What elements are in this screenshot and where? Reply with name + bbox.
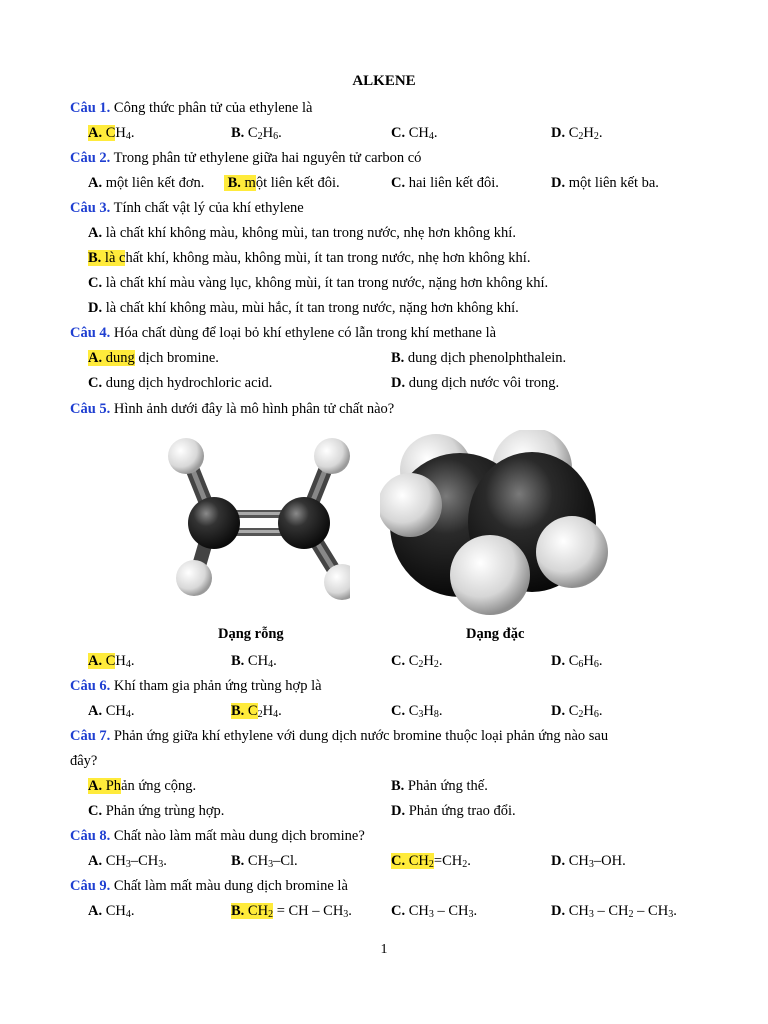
question-text: Chất nào làm mất màu dung dịch bromine? <box>113 828 365 844</box>
ethylene-space-filling-model <box>380 430 610 620</box>
question-2 <box>70 148 421 168</box>
question-text: Hóa chất dùng để loại bỏ khí ethylene có lẫn trong khí methane là <box>113 325 497 341</box>
question-text: Khí tham gia phản ứng trùng hợp là <box>113 678 322 694</box>
q2-option-c: C. hai liên kết đôi. <box>391 175 499 191</box>
question-6 <box>70 676 322 696</box>
question-text: Hình ảnh dưới đây là mô hình phân tử chất nào? <box>113 401 395 417</box>
q8-option-b: B. $CH_3-Cl$. <box>231 853 298 870</box>
question-number: Câu 6. <box>70 678 111 694</box>
question-1 <box>70 98 312 118</box>
q6-option-a: A. $CH_4$. <box>88 703 135 720</box>
question-number: Câu 1. <box>70 100 111 116</box>
q4-option-d: D. dung dịch nước vôi trong. <box>391 375 560 391</box>
q5-option-d: D. $C_6H_6$. <box>551 653 603 670</box>
q7-option-c: C. Phản ứng trùng hợp. <box>88 803 225 819</box>
question-8 <box>70 826 365 846</box>
q7-option-a: A. Phản ứng cộng. <box>88 778 197 794</box>
q6-option-c: C. $C_3H_8$. <box>391 703 443 720</box>
q1-option-b: B. $C_2H_6$. <box>231 125 282 142</box>
question-number: Câu 7. <box>70 728 111 744</box>
q4-option-a: A. dung dịch bromine. <box>88 350 219 366</box>
q9-option-a: A. $CH_4$. <box>88 903 135 920</box>
question-text: Chất làm mất màu dung dịch bromine là <box>113 878 348 894</box>
q6-option-d: D. $C_2H_6$. <box>551 703 603 720</box>
page-number: 1 <box>380 942 388 957</box>
q5-option-a: A. $CH_4$. <box>88 653 135 670</box>
q5-option-c: C. $C_2H_2$. <box>391 653 443 670</box>
q9-option-c: C. $CH_3 - CH_3$. <box>391 903 478 920</box>
q4-option-b: B. dung dịch phenolphthalein. <box>391 350 567 366</box>
q7-option-b: B. Phản ứng thế. <box>391 778 488 794</box>
q4-option-c: C. dung dịch hydrochloric acid. <box>88 375 273 391</box>
question-3 <box>70 198 304 218</box>
q9-option-d: D. $CH_3 - CH_2 - CH_3$. <box>551 903 677 920</box>
q8-option-a: A. $CH_3-CH_3$. <box>88 853 167 870</box>
question-number: Câu 2. <box>70 150 111 166</box>
q1-option-d: D. $C_2H_2$. <box>551 125 603 142</box>
question-number: Câu 9. <box>70 878 111 894</box>
q1-option-a: A. $CH_4$. <box>88 125 135 142</box>
caption-solid-model: Dạng đặc <box>466 626 525 642</box>
question-number: Câu 4. <box>70 325 111 341</box>
q3-option-b: B. là chất khí, không màu, không mùi, ít tan trong nước, nhẹ hơn không khí. <box>88 250 531 266</box>
question-7-continued: đây? <box>70 753 98 769</box>
page-title: ALKENE <box>352 73 416 89</box>
q9-option-b: B. $CH_2$ = CH – $CH_3$. <box>231 903 352 920</box>
question-5 <box>70 399 394 419</box>
q3-option-a: A. là chất khí không màu, không mùi, tan trong nước, nhẹ hơn không khí. <box>88 225 516 241</box>
q7-option-d: D. Phản ứng trao đổi. <box>391 803 516 819</box>
q6-option-b: B. $C_2H_4$. <box>231 703 282 720</box>
question-text: Công thức phân tử của ethylene là <box>113 100 313 116</box>
question-number: Câu 3. <box>70 200 111 216</box>
q1-option-c: C. $CH_4$. <box>391 125 438 142</box>
q8-option-d: D. $CH_3-OH$. <box>551 853 626 870</box>
q2-option-d: D. một liên kết ba. <box>551 175 659 191</box>
question-number: Câu 5. <box>70 401 111 417</box>
q2-option-b: B. một liên kết đôi. <box>224 173 340 193</box>
q2-option-a: A. một liên kết đơn. <box>88 175 205 191</box>
question-text: Tính chất vật lý của khí ethylene <box>113 200 304 216</box>
q8-option-c: C. $CH_2=CH_2$. <box>391 853 471 870</box>
q5-option-b: B. $CH_4$. <box>231 653 277 670</box>
question-text: Trong phân tử ethylene giữa hai nguyên tử carbon có <box>113 150 422 166</box>
ethylene-ball-and-stick-model <box>150 428 350 620</box>
caption-hollow-model: Dạng rỗng <box>218 626 284 642</box>
q3-option-d: D. là chất khí không màu, mùi hắc, ít tan trong nước, nặng hơn không khí. <box>88 300 519 316</box>
q3-option-c: C. là chất khí màu vàng lục, không mùi, ít tan trong nước, nặng hơn không khí. <box>88 275 549 291</box>
question-number: Câu 8. <box>70 828 111 844</box>
question-text: Phản ứng giữa khí ethylene với dung dịch nước bromine thuộc loại phản ứng nào sau <box>113 728 609 744</box>
question-7 <box>70 726 698 746</box>
question-4 <box>70 323 496 343</box>
question-9 <box>70 876 348 896</box>
